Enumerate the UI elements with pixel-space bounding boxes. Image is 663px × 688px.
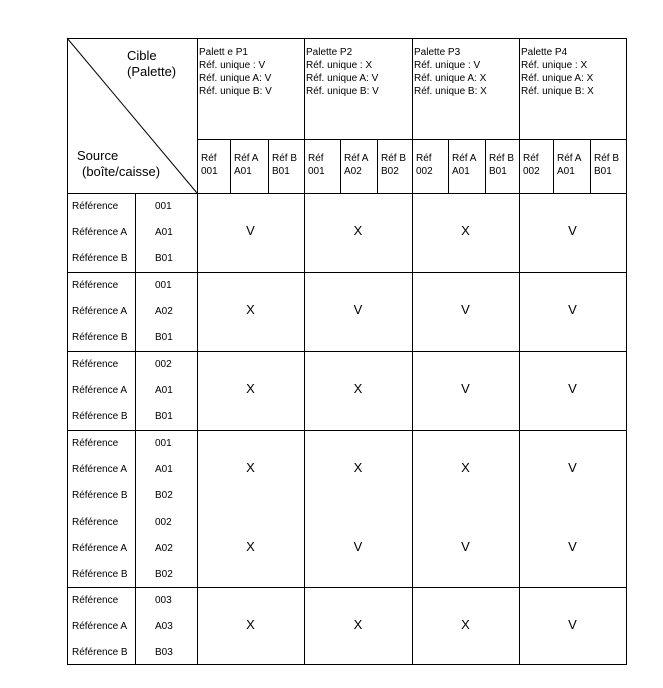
ref-subheader-label: Réf A: [557, 153, 582, 164]
compatibility-mark: V: [461, 381, 470, 397]
source-ref-value: A01: [155, 227, 173, 238]
source-ref-value: B01: [155, 411, 173, 422]
source-ref-label: Référence: [72, 359, 119, 370]
ref-subheader-label: Réf B: [272, 153, 298, 164]
cible-sublabel: (Palette): [127, 64, 177, 79]
compatibility-mark: X: [461, 617, 470, 633]
ref-subheader-value: A02: [344, 166, 362, 177]
source-ref-value: B01: [155, 253, 173, 264]
compatibility-mark: V: [568, 302, 577, 318]
ref-subheader-label: Réf: [201, 153, 217, 164]
source-ref-label: Référence: [72, 595, 119, 606]
source-ref-label: Référence B: [72, 253, 128, 264]
cible-label: Cible: [127, 48, 157, 63]
compatibility-mark: X: [353, 617, 363, 633]
source-ref-label: Référence B: [72, 490, 128, 501]
source-ref-label: Référence B: [72, 647, 128, 658]
source-ref-value: 001: [155, 438, 172, 449]
compatibility-mark: V: [461, 538, 470, 554]
pallet-unique-ref: Réf. unique A: V: [199, 73, 272, 84]
compatibility-mark: X: [461, 223, 470, 239]
source-ref-label: Référence: [72, 201, 119, 212]
pallet-unique-ref: Réf. unique B: X: [521, 86, 594, 97]
pallet-name: Palett e P1: [199, 47, 248, 58]
compatibility-mark: V: [568, 381, 577, 397]
ref-subheader-value: 002: [416, 166, 433, 177]
pallet-unique-ref: Réf. unique A: V: [306, 73, 379, 84]
pallet-unique-ref: Réf. unique B: V: [199, 86, 272, 97]
pallet-unique-ref: Réf. unique B: V: [306, 86, 379, 97]
source-ref-value: A01: [155, 464, 173, 475]
source-ref-value: 002: [155, 359, 172, 370]
compatibility-mark: X: [246, 460, 255, 476]
compatibility-mark: X: [353, 381, 363, 397]
pallet-unique-ref: Réf. unique : X: [521, 60, 588, 71]
compatibility-mark: V: [353, 302, 363, 318]
source-ref-label: Référence A: [72, 464, 128, 475]
ref-subheader-label: Réf A: [234, 153, 259, 164]
compatibility-mark: V: [568, 617, 577, 633]
source-ref-label: Référence A: [72, 227, 128, 238]
source-ref-value: 002: [155, 516, 172, 528]
source-ref-label: Référence: [72, 516, 119, 528]
source-ref-value: A02: [155, 306, 173, 317]
compatibility-mark: V: [568, 460, 577, 476]
compatibility-mark: X: [353, 223, 363, 239]
source-ref-label: Référence: [72, 438, 119, 449]
compatibility-mark: X: [246, 302, 255, 318]
ref-subheader-value: B01: [489, 166, 507, 177]
source-ref-label: Référence B: [72, 411, 128, 422]
compatibility-mark: V: [568, 538, 577, 554]
source-ref-label: Référence A: [72, 542, 128, 554]
source-sublabel: (boîte/caisse): [82, 164, 161, 179]
pallet-unique-ref: Réf. unique : V: [414, 60, 481, 71]
source-label: Source: [77, 148, 119, 163]
ref-subheader-label: Réf: [308, 153, 324, 164]
compatibility-mark: X: [246, 617, 255, 633]
ref-subheader-value: 001: [201, 166, 218, 177]
ref-subheader-label: Réf B: [594, 153, 620, 164]
ref-subheader-label: Réf A: [452, 153, 477, 164]
source-ref-value: A02: [155, 542, 173, 554]
source-ref-value: 001: [155, 280, 172, 291]
ref-subheader-value: A01: [234, 166, 252, 177]
pallet-unique-ref: Réf. unique : X: [306, 60, 373, 71]
source-ref-value: A03: [155, 621, 173, 632]
compatibility-mark: X: [461, 460, 470, 476]
ref-subheader-label: Réf: [523, 153, 539, 164]
source-ref-label: Référence B: [72, 568, 128, 580]
ref-subheader-label: Réf B: [381, 153, 407, 164]
compatibility-mark: X: [246, 538, 255, 554]
source-ref-value: B01: [155, 332, 173, 343]
ref-subheader-value: B02: [381, 166, 399, 177]
ref-subheader-value: 002: [523, 166, 540, 177]
pallet-unique-ref: Réf. unique A: X: [521, 73, 594, 84]
source-ref-value: B02: [155, 568, 173, 580]
source-ref-value: A01: [155, 385, 173, 396]
source-ref-label: Référence B: [72, 332, 128, 343]
source-ref-label: Référence: [72, 280, 119, 291]
ref-subheader-value: B01: [594, 166, 612, 177]
source-ref-label: Référence A: [72, 306, 128, 317]
pallet-name: Palette P3: [414, 47, 461, 58]
compatibility-mark: V: [461, 302, 470, 318]
ref-subheader-value: B01: [272, 166, 290, 177]
source-ref-value: 003: [155, 595, 172, 606]
source-ref-label: Référence A: [72, 621, 128, 632]
pallet-unique-ref: Réf. unique A: X: [414, 73, 487, 84]
ref-subheader-value: 001: [308, 166, 325, 177]
source-ref-label: Référence A: [72, 385, 128, 396]
pallet-unique-ref: Réf. unique B: X: [414, 86, 487, 97]
source-ref-value: B03: [155, 647, 173, 658]
ref-subheader-label: Réf A: [344, 153, 369, 164]
ref-subheader-label: Réf B: [489, 153, 515, 164]
ref-subheader-label: Réf: [416, 153, 432, 164]
pallet-name: Palette P2: [306, 47, 353, 58]
compatibility-mark: X: [353, 460, 363, 476]
compatibility-mark: V: [353, 538, 363, 554]
compatibility-mark: X: [246, 381, 255, 397]
ref-subheader-value: A01: [452, 166, 470, 177]
pallet-name: Palette P4: [521, 47, 568, 58]
source-ref-value: 001: [155, 201, 172, 212]
compatibility-mark: V: [568, 223, 577, 239]
ref-subheader-value: A01: [557, 166, 575, 177]
pallet-unique-ref: Réf. unique : V: [199, 60, 266, 71]
compatibility-mark: V: [246, 223, 255, 239]
source-ref-value: B02: [155, 490, 173, 501]
